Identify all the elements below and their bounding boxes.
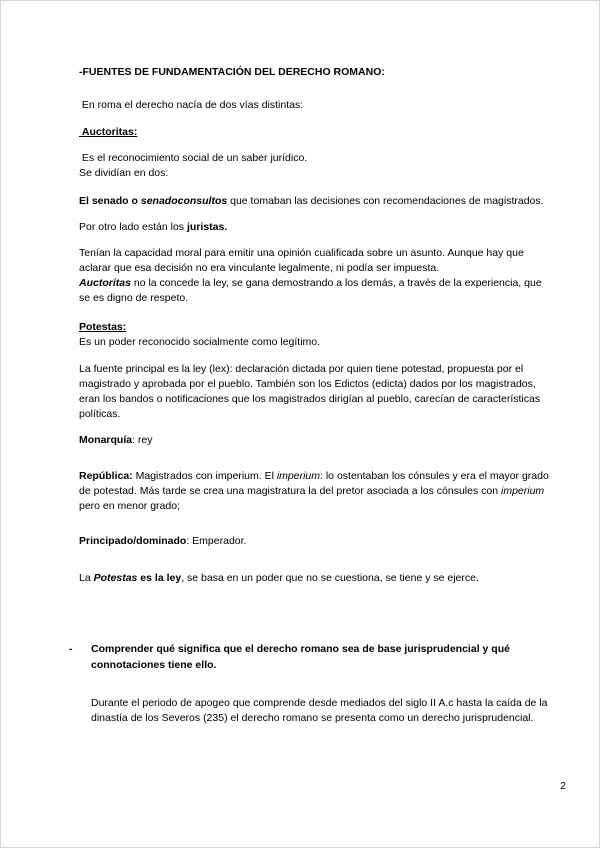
text-run: : rey	[132, 434, 153, 446]
paragraph-bullet-comprender	[69, 641, 553, 673]
paragraph-title	[79, 65, 553, 80]
paragraph-potestas-es-la-ley	[79, 571, 553, 586]
text-run: Tenían la capacidad moral para emitir una opinión cualificada sobre un asunto. Aunque hay que aclarar que esa decisión no era vinculante legalmente, ni podía ser impuesta.	[79, 247, 527, 274]
text-run: Magistrados con imperium. El	[132, 470, 277, 482]
paragraph-monarquia	[79, 433, 553, 448]
paragraph-auctoritas-ley	[79, 276, 553, 306]
text-run: Se dividían en dos:	[79, 167, 169, 179]
page-number: 2	[560, 780, 566, 792]
text-run: Auctoritas	[79, 277, 131, 289]
paragraph-principado	[79, 534, 553, 549]
text-run: juristas.	[186, 221, 228, 233]
text-run: -FUENTES DE FUNDAMENTACIÓN DEL DERECHO ROMANO:	[79, 66, 385, 78]
text-run: República:	[79, 470, 133, 482]
paragraph-durante-apogeo	[91, 696, 553, 726]
text-run: Potestas	[93, 572, 138, 584]
paragraph-auctoritas-line-1	[79, 151, 553, 166]
text-run: Es el reconocimiento social de un saber jurídico.	[79, 152, 308, 164]
text-run: no la concede la ley, se gana demostrando a los demás, a través de la experiencia, que se es digno de respeto.	[79, 277, 545, 304]
text-run: , se basa en un poder que no se cuestiona, se tiene y se ejerce.	[181, 572, 479, 584]
text-run: Comprender qué significa que el derecho romano sea de base jurisprudencial y qué connotaciones tiene ello.	[91, 643, 513, 671]
text-run: La	[79, 572, 94, 584]
text-run: Por otro lado están los	[79, 221, 187, 233]
text-run: El senado o	[79, 195, 141, 207]
paragraph-intro	[79, 98, 553, 113]
paragraph-potestas-heading	[79, 320, 553, 335]
text-run: : Emperador.	[186, 535, 247, 547]
paragraph-potestas-def	[79, 335, 553, 350]
bullet-dash: -	[69, 643, 73, 655]
paragraph-republica	[79, 469, 553, 514]
text-run: pero en menor grado;	[79, 485, 548, 512]
bullet-text	[91, 641, 553, 673]
text-run: Es un poder reconocido socialmente como legítimo.	[79, 336, 321, 348]
paragraph-auctoritas-heading	[79, 125, 553, 140]
text-run: imperium	[501, 485, 545, 497]
text-run: : lo ostentaban los cónsules y era el mayor grado de potestad. Más tarde se crea una magistratura la del pretor asociada a los cónsules con	[79, 470, 552, 497]
text-run: es la ley	[137, 572, 182, 584]
document-body	[69, 65, 553, 726]
paragraph-senado	[79, 194, 553, 209]
text-run: que tomaban las decisiones con recomendaciones de magistrados.	[230, 195, 544, 207]
text-run: Principado/dominado	[79, 535, 187, 547]
text-run: imperium	[276, 470, 321, 482]
text-run: Durante el periodo de apogeo que comprende desde mediados del siglo II A.c hasta la caída de la dinastía de los Severos (235) el derecho romano se presenta como un derecho jurisprudencial.	[91, 697, 551, 724]
text-run: Auctoritas:	[79, 126, 138, 138]
paragraph-capacidad-moral	[79, 246, 553, 276]
text-run: senadoconsultos	[140, 195, 231, 207]
text-run: La fuente principal es la ley (lex): declaración dictada por quien tiene potestad, propuesta por el magistrado y aprobada por el pueblo. También son los Edictos (edicta) dados por los magistrados, eran los bandos o notificaciones que los magistrados dirigían al pueblo, carecían de características políticas.	[79, 363, 544, 420]
text-run: Monarquía	[79, 434, 133, 446]
text-run: En roma el derecho nacía de dos vías distintas:	[79, 99, 304, 111]
paragraph-fuente-principal	[79, 362, 553, 422]
text-run: Potestas:	[79, 321, 127, 333]
paragraph-juristas	[79, 220, 553, 235]
paragraph-auctoritas-line-2	[79, 166, 553, 181]
